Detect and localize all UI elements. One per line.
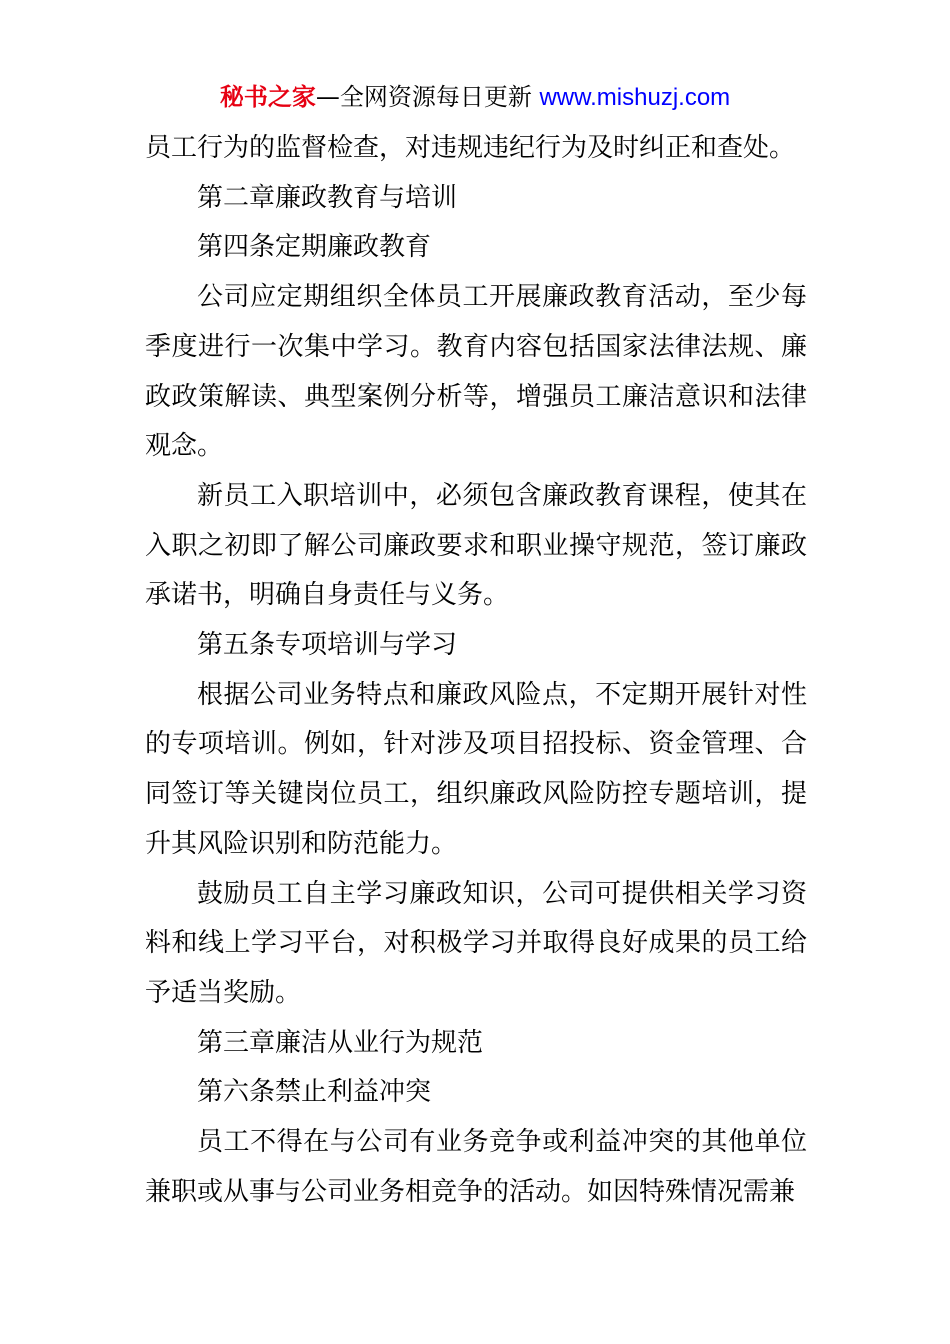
paragraph: 新员工入职培训中，必须包含廉政教育课程，使其在入职之初即了解公司廉政要求和职业操守规范，签订廉政承诺书，明确自身责任与义务。 xyxy=(145,480,807,611)
paragraph: 公司应定期组织全体员工开展廉政教育活动，至少每季度进行一次集中学习。教育内容包括国家法律法规、廉政政策解读、典型案例分析等，增强员工廉洁意识和法律观念。 xyxy=(145,282,807,462)
chapter-heading-3: 第三章廉洁从业行为规范 xyxy=(197,1027,484,1058)
site-tagline: —全网资源每日更新 xyxy=(315,83,540,111)
site-url-link[interactable]: www.mishuzj.com xyxy=(539,84,731,111)
paragraph: 根据公司业务特点和廉政风险点，不定期开展针对性的专项培训。例如，针对涉及项目招投标、资金管理、合同签订等关键岗位员工，组织廉政风险防控专题培训，提升其风险识别和防范能力。 xyxy=(145,679,807,859)
site-brand: 秘书之家 xyxy=(219,83,316,111)
paragraph: 员工不得在与公司有业务竞争或利益冲突的其他单位兼职或从事与公司业务相竞争的活动。如因特殊情况需兼 xyxy=(145,1127,807,1207)
article-heading-5: 第五条专项培训与学习 xyxy=(197,630,458,661)
paragraph-continuation: 员工行为的监督检查，对违规违纪行为及时纠正和查处。 xyxy=(145,133,796,163)
article-heading-4: 第四条定期廉政教育 xyxy=(197,232,432,263)
page-header xyxy=(0,80,950,115)
chapter-heading-2: 第二章廉政教育与培训 xyxy=(197,182,458,213)
paragraph: 鼓励员工自主学习廉政知识，公司可提供相关学习资料和线上学习平台，对积极学习并取得良好成果的员工给予适当奖励。 xyxy=(145,878,807,1008)
article-heading-6: 第六条禁止利益冲突 xyxy=(197,1077,432,1108)
document-body xyxy=(145,124,807,1217)
